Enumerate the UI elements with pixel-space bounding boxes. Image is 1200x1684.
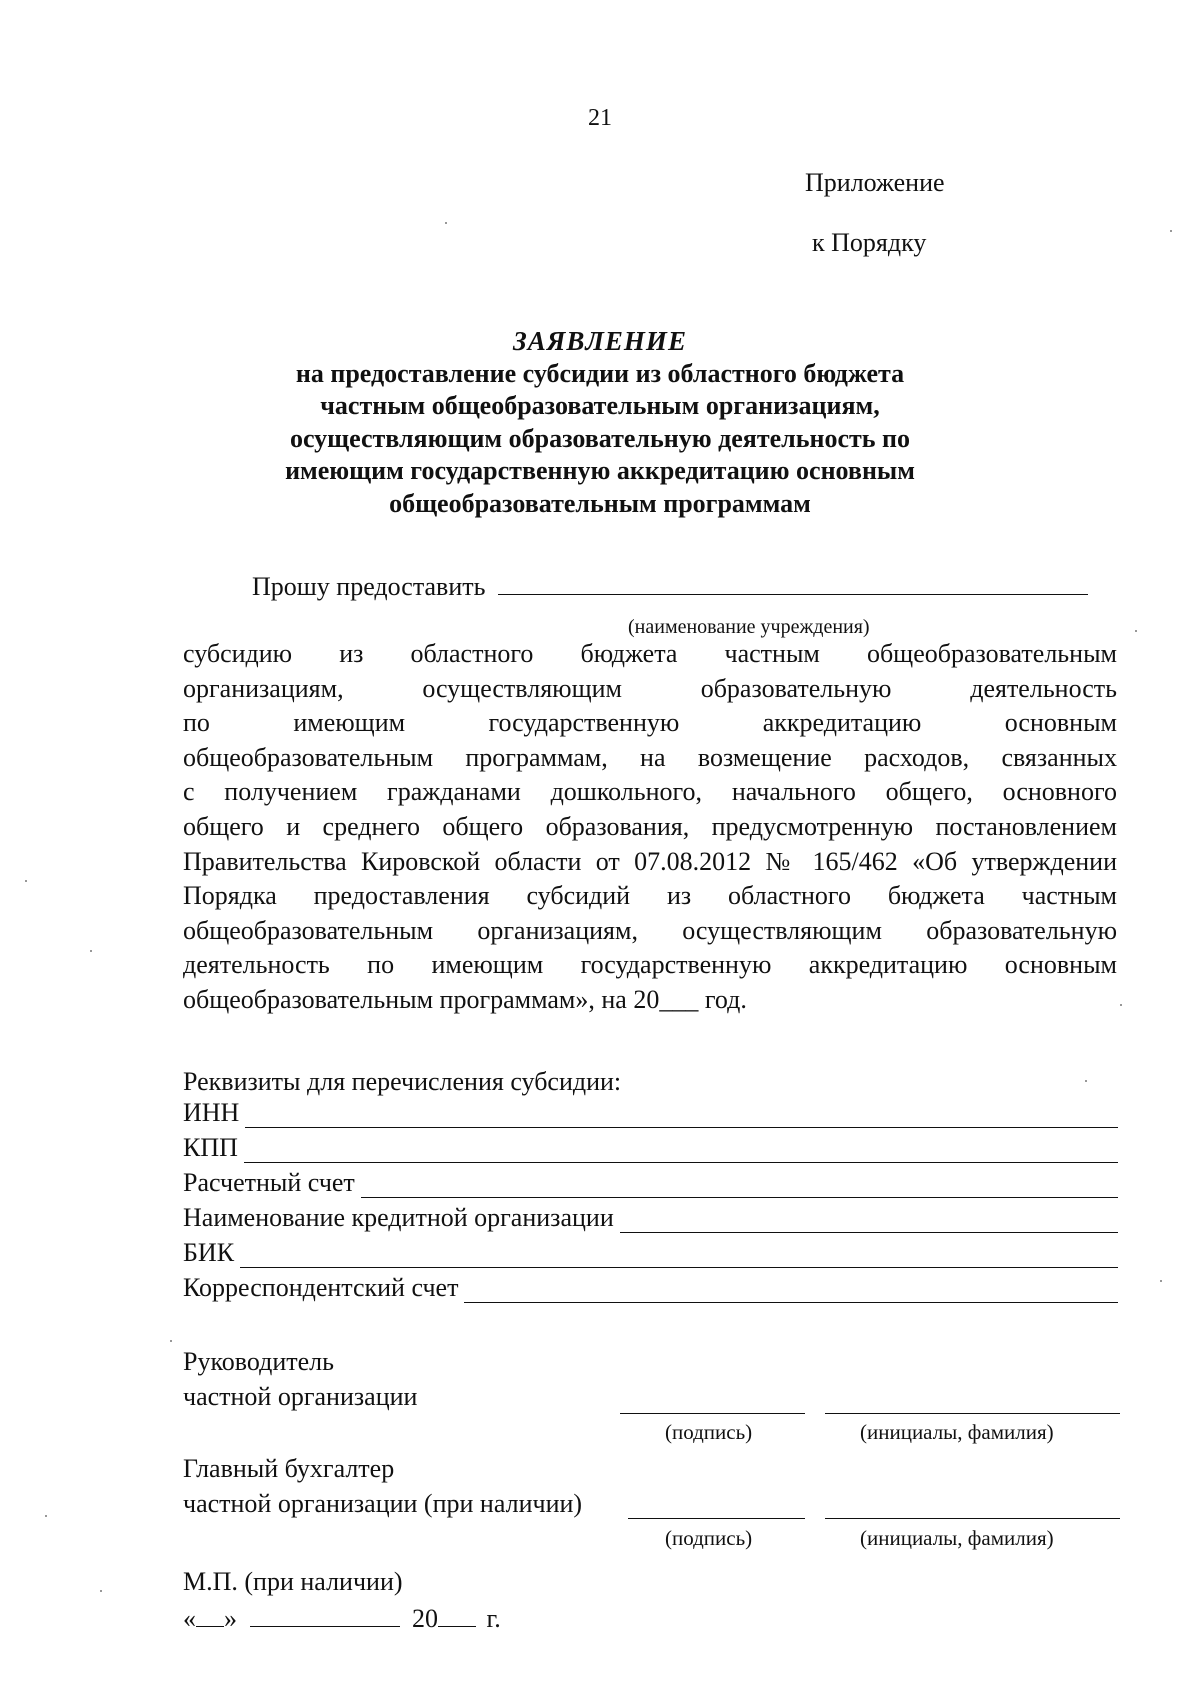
institution-name-field[interactable]	[498, 575, 1088, 595]
head-organization: частной организации	[183, 1382, 418, 1411]
body-line: общеобразовательным программам», на 20___ год.	[183, 984, 747, 1014]
body-line: деятельность по имеющим государственную аккредитацию основным	[183, 950, 1117, 980]
inn-row	[183, 1098, 1118, 1128]
year-field[interactable]	[438, 1607, 476, 1627]
appendix-label: Приложение	[805, 168, 945, 197]
body-line: по имеющим государственную аккредитацию основным	[183, 708, 1117, 738]
body-line: общеобразовательным программам, на возмещение расходов, связанных	[183, 742, 1117, 772]
scan-speck	[170, 1340, 172, 1342]
kpp-field[interactable]	[244, 1139, 1118, 1163]
inn-field[interactable]	[245, 1104, 1118, 1128]
head-title: Руководитель	[183, 1347, 334, 1376]
account-field[interactable]	[361, 1174, 1118, 1198]
scan-speck	[445, 222, 447, 224]
title-line-4: имеющим государственную аккредитацию основным	[285, 456, 915, 485]
scan-speck	[45, 1515, 47, 1517]
corr-account-label: Корреспондентский счет	[183, 1273, 459, 1302]
accountant-signature-field[interactable]	[628, 1517, 805, 1519]
document-title: ЗАЯВЛЕНИЕ	[513, 326, 687, 356]
date-close-quote: »	[224, 1604, 237, 1633]
inn-label: ИНН	[183, 1098, 240, 1127]
head-name-field[interactable]	[825, 1412, 1120, 1414]
bank-name-field[interactable]	[620, 1209, 1118, 1233]
accountant-name-caption: (инициалы, фамилия)	[860, 1526, 1054, 1550]
date-line	[183, 1604, 501, 1634]
month-field[interactable]	[250, 1607, 400, 1627]
appendix-reference: к Порядку	[812, 228, 927, 257]
scan-speck	[1170, 230, 1172, 232]
day-field[interactable]	[196, 1607, 224, 1627]
document-title-block	[0, 325, 1200, 520]
application-body	[183, 637, 1117, 1018]
request-lead: Прошу предоставить	[252, 572, 486, 601]
body-line: субсидию из областного бюджета частным общеобразовательным	[183, 639, 1117, 668]
year-prefix: 20	[412, 1604, 438, 1633]
body-line: Порядка предоставления субсидий из областного бюджета частным	[183, 881, 1117, 911]
accountant-name-field[interactable]	[825, 1517, 1120, 1519]
bik-label: БИК	[183, 1238, 235, 1267]
title-line-2: частным общеобразовательным организациям,	[320, 391, 880, 420]
body-line: с получением гражданами дошкольного, начального общего, основного	[183, 777, 1117, 807]
accountant-organization: частной организации (при наличии)	[183, 1489, 583, 1518]
head-signature-caption: (подпись)	[665, 1420, 753, 1444]
scan-speck	[1135, 630, 1137, 632]
scan-speck	[100, 1590, 102, 1592]
request-line	[252, 572, 1088, 602]
corr-account-field[interactable]	[464, 1279, 1118, 1303]
head-signature-field[interactable]	[620, 1412, 805, 1414]
date-open-quote: «	[183, 1604, 196, 1633]
year-suffix: г.	[486, 1604, 501, 1633]
account-label: Расчетный счет	[183, 1168, 355, 1197]
scan-speck	[1120, 1004, 1122, 1006]
account-row	[183, 1168, 1118, 1198]
scan-speck	[25, 880, 27, 882]
title-line-5: общеобразовательным программам	[389, 488, 811, 518]
scan-speck	[90, 950, 92, 952]
scan-speck	[1160, 1280, 1162, 1282]
body-line: Правительства Кировской области от 07.08.2012 № 165/462 «Об утверждении	[183, 846, 1117, 876]
title-line-3: осуществляющим образовательную деятельность по	[289, 423, 911, 453]
kpp-label: КПП	[183, 1133, 238, 1162]
bank-name-label: Наименование кредитной организации	[183, 1203, 614, 1232]
head-name-caption: (инициалы, фамилия)	[860, 1420, 1054, 1444]
page-number: 21	[588, 105, 612, 131]
accountant-title: Главный бухгалтер	[183, 1454, 395, 1483]
bank-name-row	[183, 1203, 1118, 1233]
bik-row	[183, 1238, 1118, 1268]
accountant-signature-caption: (подпись)	[665, 1526, 753, 1550]
body-line: общеобразовательным организациям, осуществляющим образовательную	[183, 915, 1117, 945]
requisites-title: Реквизиты для перечисления субсидии:	[183, 1067, 622, 1096]
kpp-row	[183, 1133, 1118, 1163]
title-line-1: на предоставление субсидии из областного бюджета	[295, 358, 905, 388]
corr-account-row	[183, 1273, 1118, 1303]
institution-name-hint: (наименование учреждения)	[628, 616, 870, 638]
scan-speck	[1085, 1080, 1087, 1082]
body-line: организациям, осуществляющим образовательную деятельность	[183, 673, 1117, 703]
bik-field[interactable]	[240, 1244, 1118, 1268]
stamp-label: М.П. (при наличии)	[183, 1567, 403, 1596]
body-line: общего и среднего общего образования, предусмотренную постановлением	[183, 811, 1117, 841]
